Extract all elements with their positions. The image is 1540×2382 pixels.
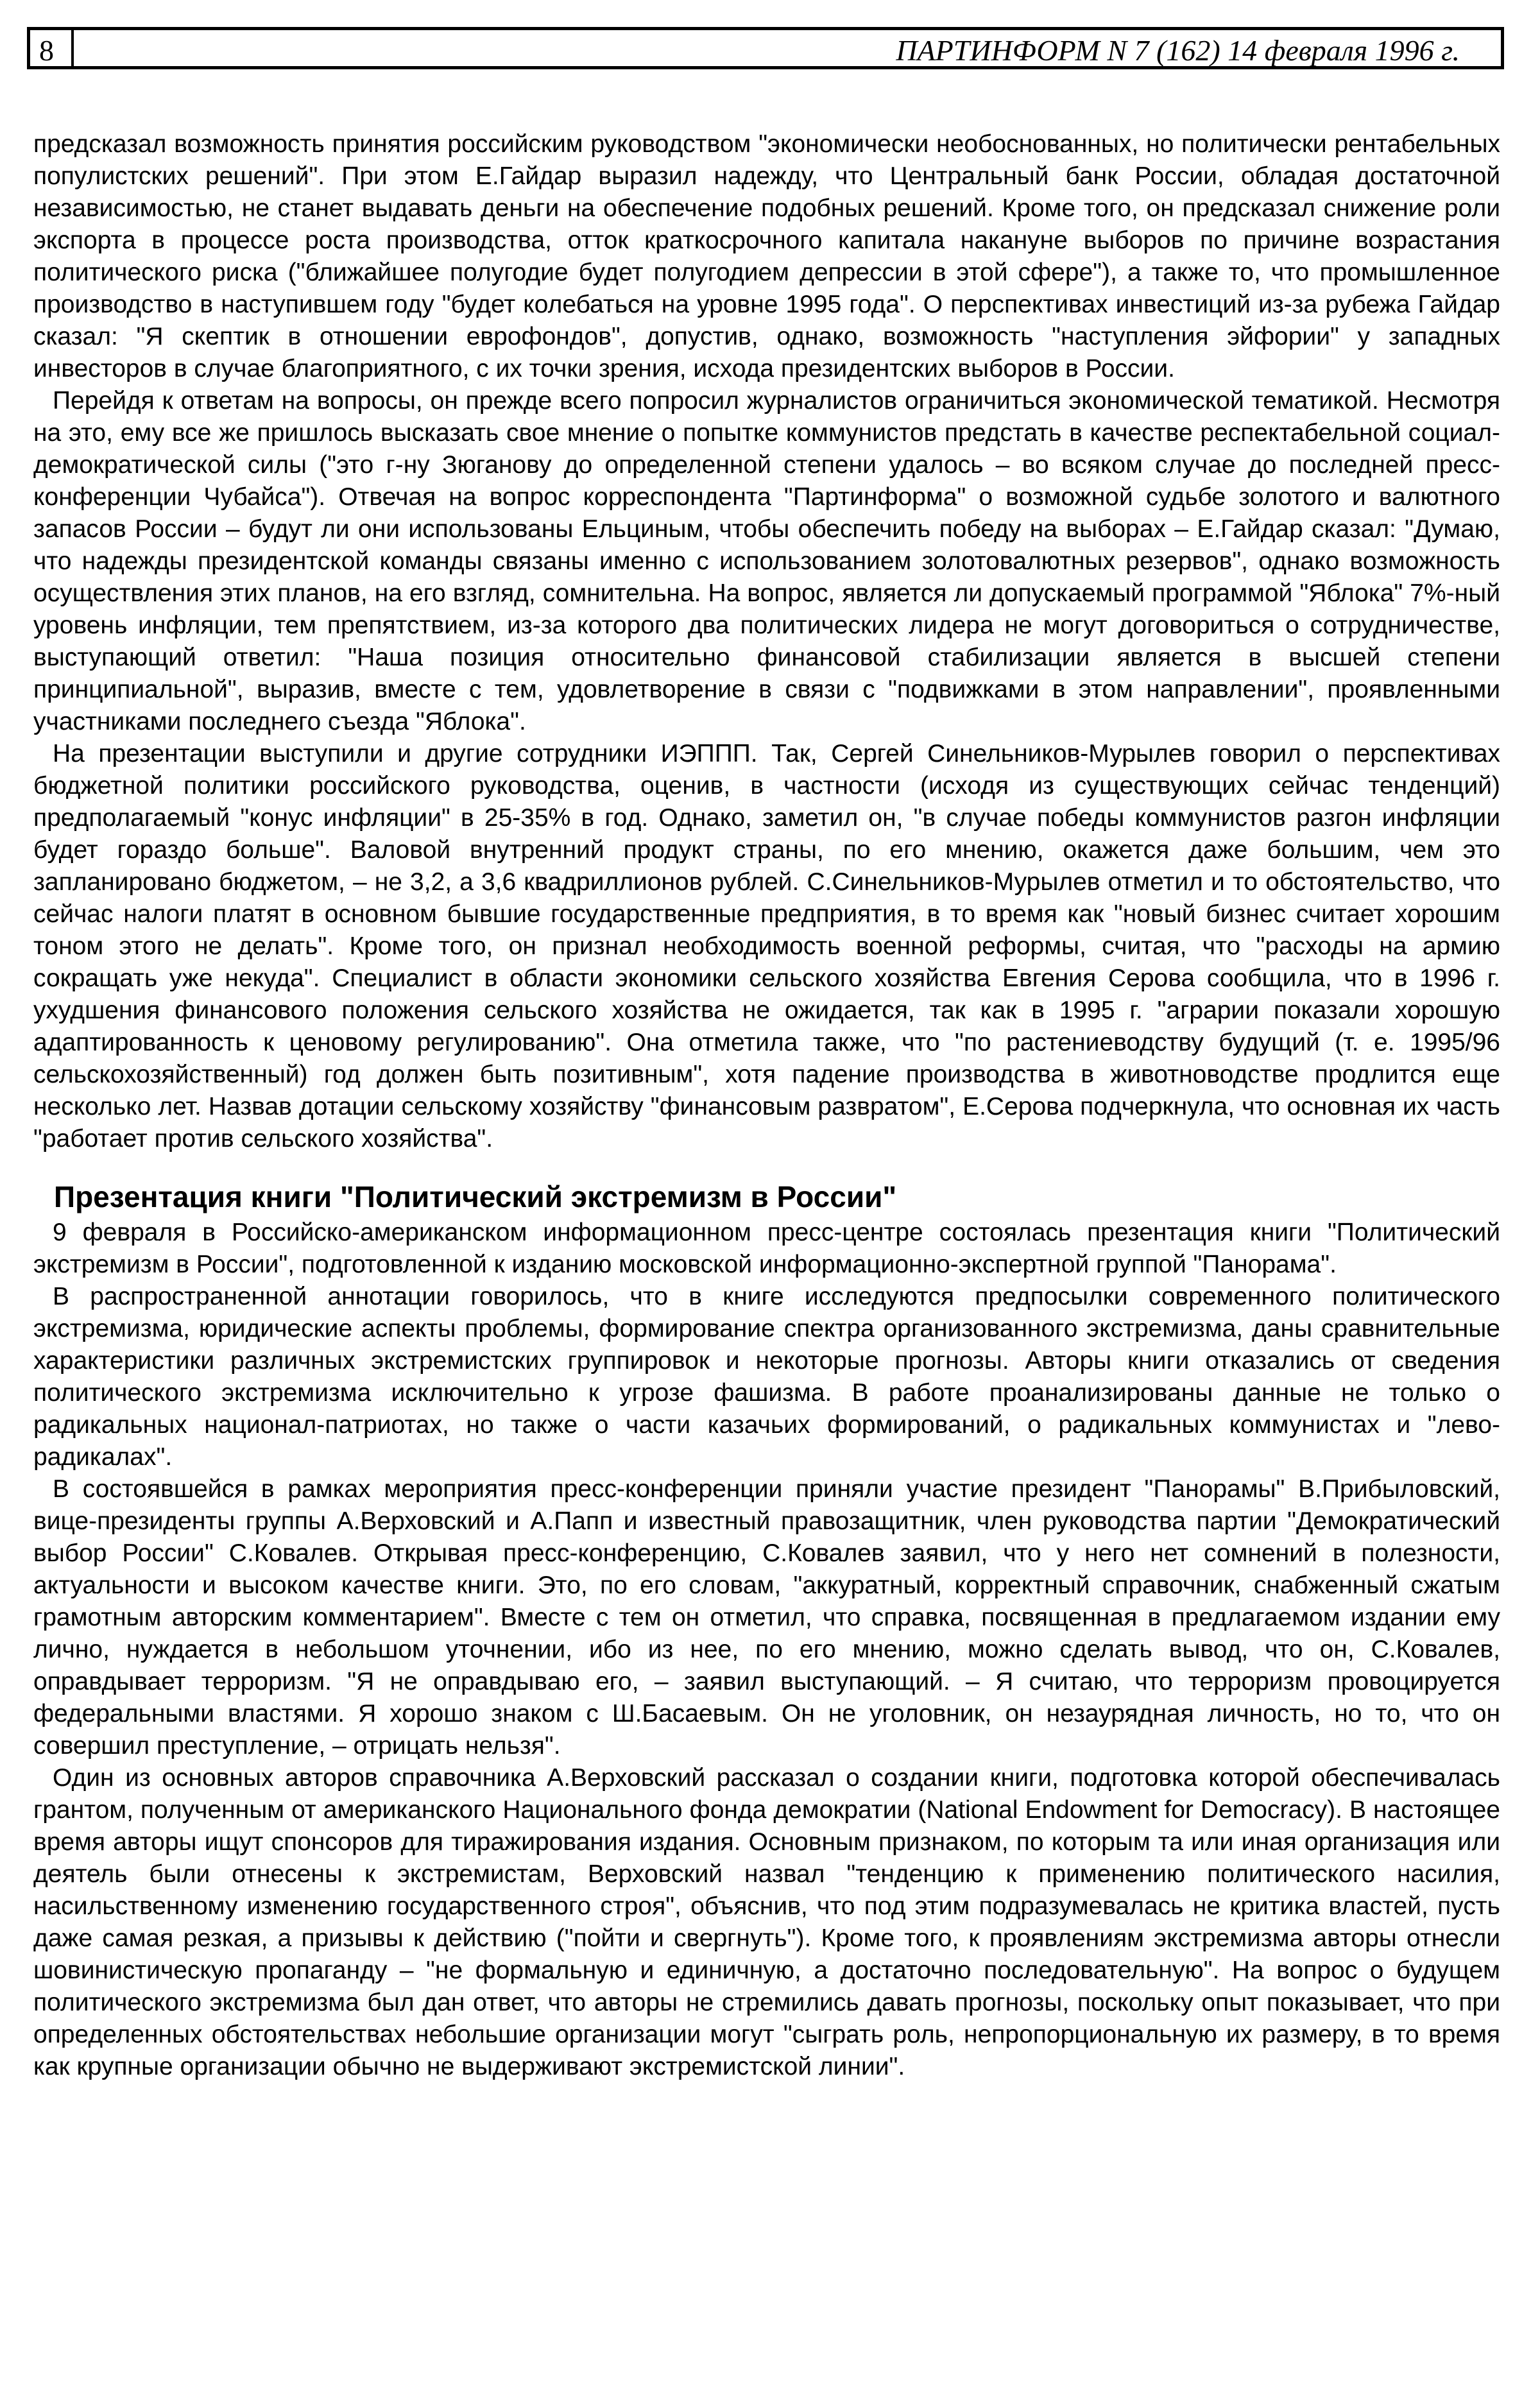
article1-paragraph: На презентации выступили и другие сотрудники ИЭППП. Так, Сергей Синельников-Мурылев говорил о перспективах бюджетной политики российского руководства, оценив, в частности (исходя из существующих сейчас тенденций) предполагаемый "конус инфляции" в 25-35% в год. Однако, заметил он, "в случае победы коммунистов разгон инфляции будет гораздо больше". Валовой внутренний продукт страны, по его мнению, окажется даже большим, чем это запланировано бюджетом, – не 3,2, а 3,6 квадриллионов рублей. С.Синельников-Мурылев отметил и то обстоятельство, что сейчас налоги платят в основном бывшие государственные предприятия, в то время как "новый бизнес считает хорошим тоном этого не делать". Кроме того, он признал необходимость военной реформы, считая, что "расходы на армию сокращать уже некуда". Специалист в области экономики сельского хозяйства Евгения Серова сообщила, что в 1996 г. ухудшения финансового положения сельского хозяйства не ожидается, так как в 1995 г. "аграрии показали хорошую адаптированность к ценовому регулированию". Она отметила также, что "по растениеводству будущий (т. е. 1995/96 сельскохозяйственный) год должен быть позитивным", хотя падение производства в животноводстве продлится еще несколько лет. Назвав дотации сельскому хозяйству "финансовым развратом", Е.Серова подчеркнула, что основная их часть "работает против сельского хозяйства". <box>33 740 1500 1152</box>
article2-paragraph: В состоявшейся в рамках мероприятия пресс-конференции приняли участие президент "Панорамы" В.Прибыловский, вице-президенты группы А.Верховский и А.Папп и известный правозащитник, член руководства партии "Демократический выбор России" С.Ковалев. Открывая пресс-конференцию, С.Ковалев заявил, что у него нет сомнений в полезности, актуальности и высоком качестве книги. Это, по его словам, "аккуратный, корректный справочник, снабженный сжатым грамотным авторским комментарием". Вместе с тем он отметил, что справка, посвященная в предлагаемом издании ему лично, нуждается в небольшом уточнении, ибо из нее, по его мнению, можно сделать вывод, что он, С.Ковалев, оправдывает терроризм. "Я не оправдываю его, – заявил выступающий. – Я считаю, что терроризм провоцируется федеральными властями. Я хорошо знаком с Ш.Басаевым. Он не уголовник, он незаурядная личность, но то, что он совершил преступление, – отрицать нельзя". <box>33 1475 1500 1760</box>
page-header <box>27 27 1504 69</box>
publication-title: ПАРТИНФОРМ N 7 (162) 14 февраля 1996 г. <box>896 34 1460 67</box>
article-body <box>33 128 1500 2083</box>
header-divider <box>71 30 74 66</box>
article1-paragraph: предсказал возможность принятия российским руководством "экономически необоснованных, но политически рентабельных популистских решений". При этом Е.Гайдар выразил надежду, что Центральный банк России, обладая достаточной независимостью, не станет выдавать деньги на обеспечение подобных решений. Кроме того, он предсказал снижение роли экспорта в процессе роста производства, отток краткосрочного капитала накануне выборов по причине возрастания политического риска ("ближайшее полугодие будет полугодием депрессии в этой сфере"), а также то, что промышленное производство в наступившем году "будет колебаться на уровне 1995 года". О перспективах инвестиций из-за рубежа Гайдар сказал: "Я скептик в отношении еврофондов", допустив, однако, возможность "наступления эйфории" у западных инвесторов в случае благоприятного, с их точки зрения, исхода президентских выборов в России. <box>33 130 1500 382</box>
page-number: 8 <box>39 34 54 67</box>
article2-headline: Презентация книги "Политический экстремизм в России" <box>54 1180 897 1213</box>
article2-paragraph: В распространенной аннотации говорилось, что в книге исследуются предпосылки современного политического экстремизма, юридические аспекты проблемы, формирование спектра организованного экстремизма, даны сравнительные характеристики различных экстремистских группировок и некоторые прогнозы. Авторы книги отказались от сведения политического экстремизма исключительно к угрозе фашизма. В работе проанализированы данные не только о радикальных национал-патриотах, но также о части казачьих формирований, о радикальных коммунистах и "лево-радикалах". <box>33 1283 1500 1471</box>
article2-paragraph: Один из основных авторов справочника А.Верховский рассказал о создании книги, подготовка которой обеспечивалась грантом, полученным от американского Национального фонда демократии (National Endowment for Democracy). В настоящее время авторы ищут спонсоров для тиражирования издания. Основным признаком, по которым та или иная организация или деятель были отнесены к экстремистам, Верховский назвал "тенденцию к применению политического насилия, насильственному изменению государственного строя", объяснив, что под этим подразумевалась не критика властей, пусть даже самая резкая, а призывы к действию ("пойти и свергнуть"). Кроме того, к проявлениям экстремизма авторы отнесли шовинистическую пропаганду – "не формальную и единичную, а достаточно последовательную". На вопрос о будущем политического экстремизма был дан ответ, что авторы не стремились давать прогнозы, поскольку опыт показывает, что при определенных обстоятельствах небольшие организации могут "сыграть роль, непропорциональную их размеру, в то время как крупные организации обычно не выдерживают экстремистской линии". <box>33 1764 1500 2080</box>
article2-paragraph: 9 февраля в Российско-американском информационном пресс-центре состоялась презентация книги "Политический экстремизм в России", подготовленной к изданию московской информационно-экспертной группой "Панорама". <box>33 1219 1500 1278</box>
article1-paragraph: Перейдя к ответам на вопросы, он прежде всего попросил журналистов ограничиться экономической тематикой. Несмотря на это, ему все же пришлось высказать свое мнение о попытке коммунистов предстать в качестве респектабельной социал-демократической силы ("это г-ну Зюганову до определенной степени удалось – во всяком случае до последней пресс-конференции Чубайса"). Отвечая на вопрос корреспондента "Партинформа" о возможной судьбе золотого и валютного запасов России – будут ли они использованы Ельциным, чтобы обеспечить победу на выборах – Е.Гайдар сказал: "Думаю, что надежды президентской команды связаны именно с использованием золотовалютных резервов", однако возможность осуществления этих планов, на его взгляд, сомнительна. На вопрос, является ли допускаемый программой "Яблока" 7%-ный уровень инфляции, тем препятствием, из-за которого два политических лидера не могут договориться о сотрудничестве, выступающий ответил: "Наша позиция относительно финансовой стабилизации является в высшей степени принципиальной", выразив, вместе с тем, удовлетворение в связи с "подвижками в этом направлении", проявленными участниками последнего съезда "Яблока". <box>33 387 1500 735</box>
